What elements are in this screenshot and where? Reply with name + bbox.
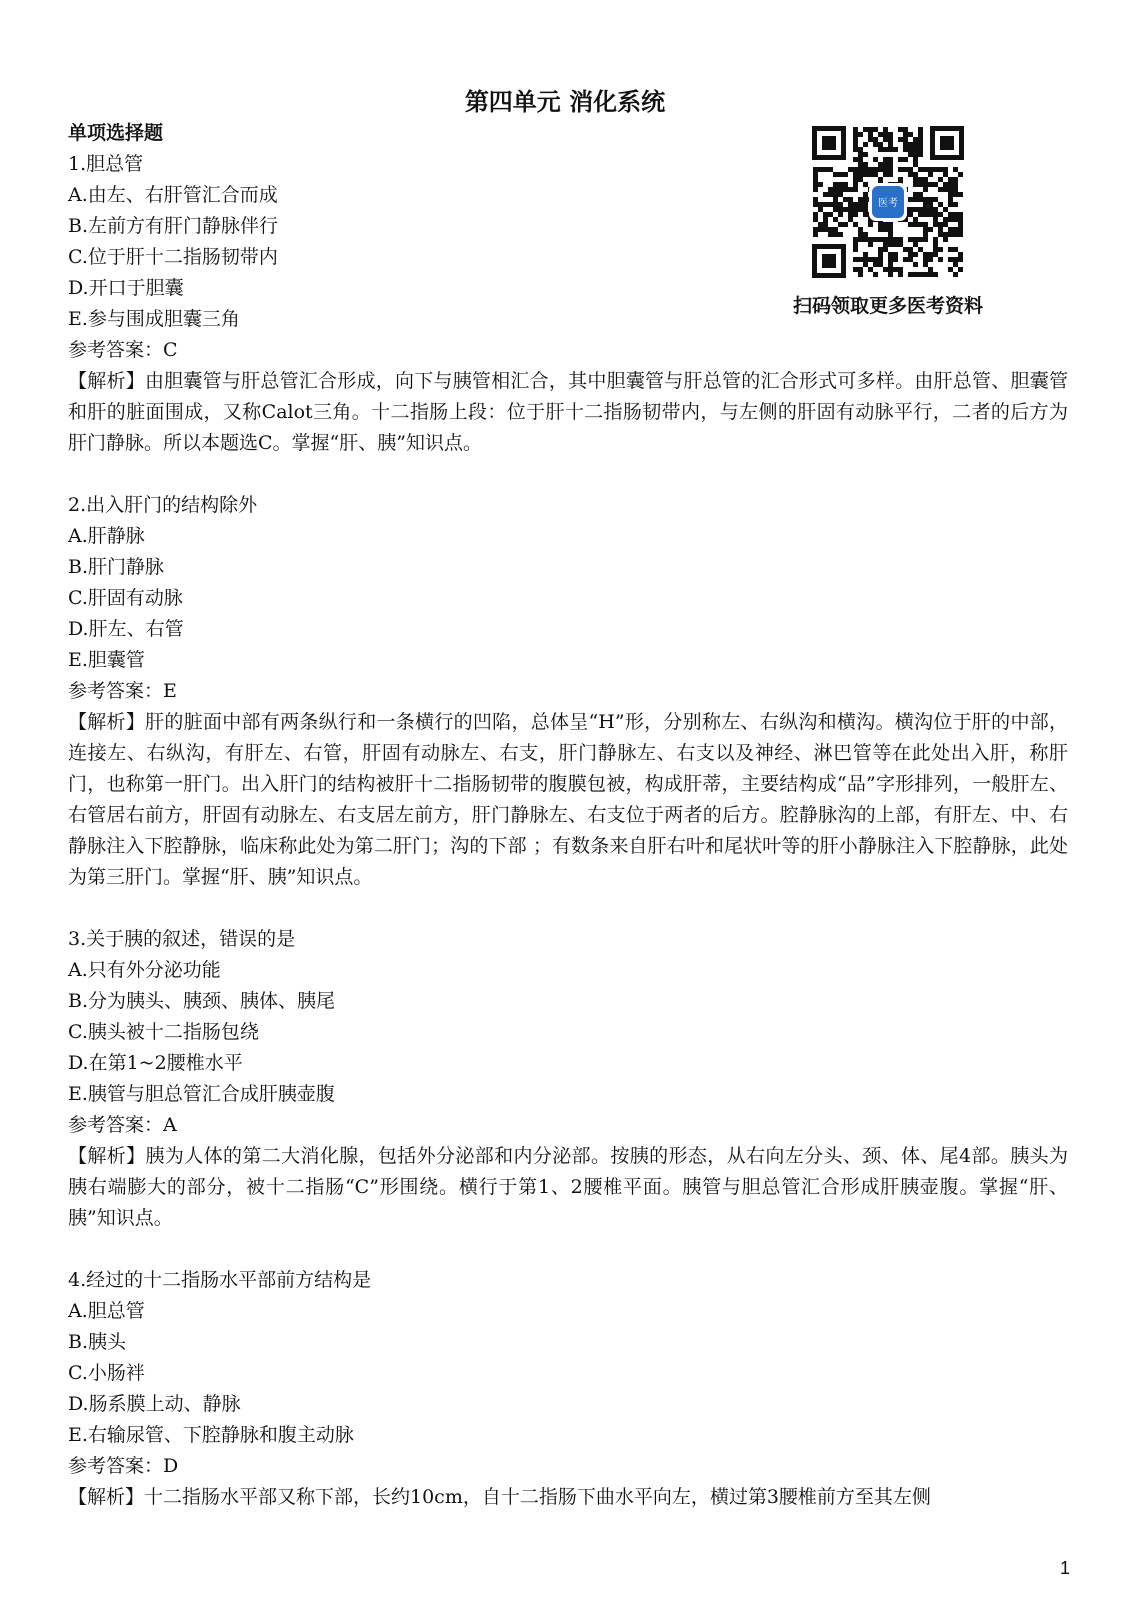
option-b: B.肝门静脉: [68, 556, 165, 578]
page-number: 1: [1059, 1558, 1070, 1578]
option-e: E.胆囊管: [68, 649, 145, 671]
option-e: E.参与围成胆囊三角: [68, 308, 240, 330]
option-a: A.肝静脉: [68, 525, 145, 547]
option-b: B.胰头: [68, 1331, 127, 1353]
question-stem: 3.关于胰的叙述，错误的是: [68, 928, 296, 950]
section-heading: 单项选择题: [68, 122, 164, 144]
option-a: A.胆总管: [68, 1300, 145, 1322]
option-b: B.分为胰头、胰颈、胰体、胰尾: [68, 990, 336, 1012]
option-a: A.只有外分泌功能: [68, 959, 221, 981]
option-c: C.位于肝十二指肠韧带内: [68, 246, 278, 268]
option-d: D.肝左、右管: [68, 618, 184, 640]
option-d: D.开口于胆囊: [68, 277, 184, 299]
option-d: D.肠系膜上动、静脉: [68, 1393, 241, 1415]
option-c: C.肝固有动脉: [68, 587, 183, 609]
answer: 参考答案：E: [68, 680, 177, 702]
analysis: 【解析】肝的脏面中部有两条纵行和一条横行的凹陷，总体呈“H”形，分别称左、右纵沟和横沟。横沟位于肝的中部，连接左、右纵沟，有肝左、右管，肝固有动脉左、右支，肝门静脉左、右支以及神经、淋巴管等在此处出入肝，称肝门，也称第一肝门。出入肝门的结构被肝十二指肠韧带的腹膜包被，构成肝蒂，主要结构成“品”字形排列，一般肝左、右管居右前方，肝固有动脉左、右支居左前方，肝门静脉左、右支位于两者的后方。腔静脉沟的上部，有肝左、中、右静脉注入下腔静脉，临床称此处为第二肝门；沟的下部 ；有数条来自肝右叶和尾状叶等的肝小静脉注入下腔静脉，此处为第三肝门。掌握“肝、胰”知识点。: [68, 711, 1068, 888]
option-d: D.在第1~2腰椎水平: [68, 1052, 243, 1074]
answer: 参考答案：C: [68, 339, 178, 361]
question-stem: 4.经过的十二指肠水平部前方结构是: [68, 1269, 372, 1291]
option-e: E.胰管与胆总管汇合成肝胰壶腹: [68, 1083, 335, 1105]
analysis: 【解析】十二指肠水平部又称下部，长约10cm，自十二指肠下曲水平向左，横过第3腰椎前方至其左侧: [68, 1486, 931, 1508]
qr-badge-text: 医考: [878, 198, 898, 209]
question-block: [68, 1265, 1068, 1513]
question-block: [68, 149, 1068, 459]
question-stem: 1.胆总管: [68, 153, 144, 175]
analysis: 【解析】由胆囊管与肝总管汇合形成，向下与胰管相汇合，其中胆囊管与肝总管的汇合形式可多样。由肝总管、胆囊管和肝的脏面围成，又称Calot三角。十二指肠上段：位于肝十二指肠韧带内，与左侧的肝固有动脉平行，二者的后方为肝门静脉。所以本题选C。掌握“肝、胰”知识点。: [68, 370, 1068, 454]
option-e: E.右输尿管、下腔静脉和腹主动脉: [68, 1424, 354, 1446]
option-c: C.小肠袢: [68, 1362, 145, 1384]
unit-title: 第四单元 消化系统: [464, 88, 666, 116]
question-list: [68, 118, 1068, 1513]
question-block: [68, 490, 1068, 893]
option-b: B.左前方有肝门静脉伴行: [68, 215, 279, 237]
analysis: 【解析】胰为人体的第二大消化腺，包括外分泌部和内分泌部。按胰的形态，从右向左分头、颈、体、尾4部。胰头为胰右端膨大的部分，被十二指肠“C”形围绕。横行于第1、2腰椎平面。胰管与胆总管汇合形成肝胰壶腹。掌握“肝、胰”知识点。: [68, 1145, 1068, 1229]
qr-caption: 扫码领取更多医考资料: [792, 295, 983, 317]
answer: 参考答案：D: [68, 1455, 179, 1477]
question-block: [68, 924, 1068, 1234]
question-stem: 2.出入肝门的结构除外: [68, 494, 258, 516]
option-a: A.由左、右肝管汇合而成: [68, 184, 278, 206]
answer: 参考答案：A: [68, 1114, 177, 1136]
option-c: C.胰头被十二指肠包绕: [68, 1021, 259, 1043]
